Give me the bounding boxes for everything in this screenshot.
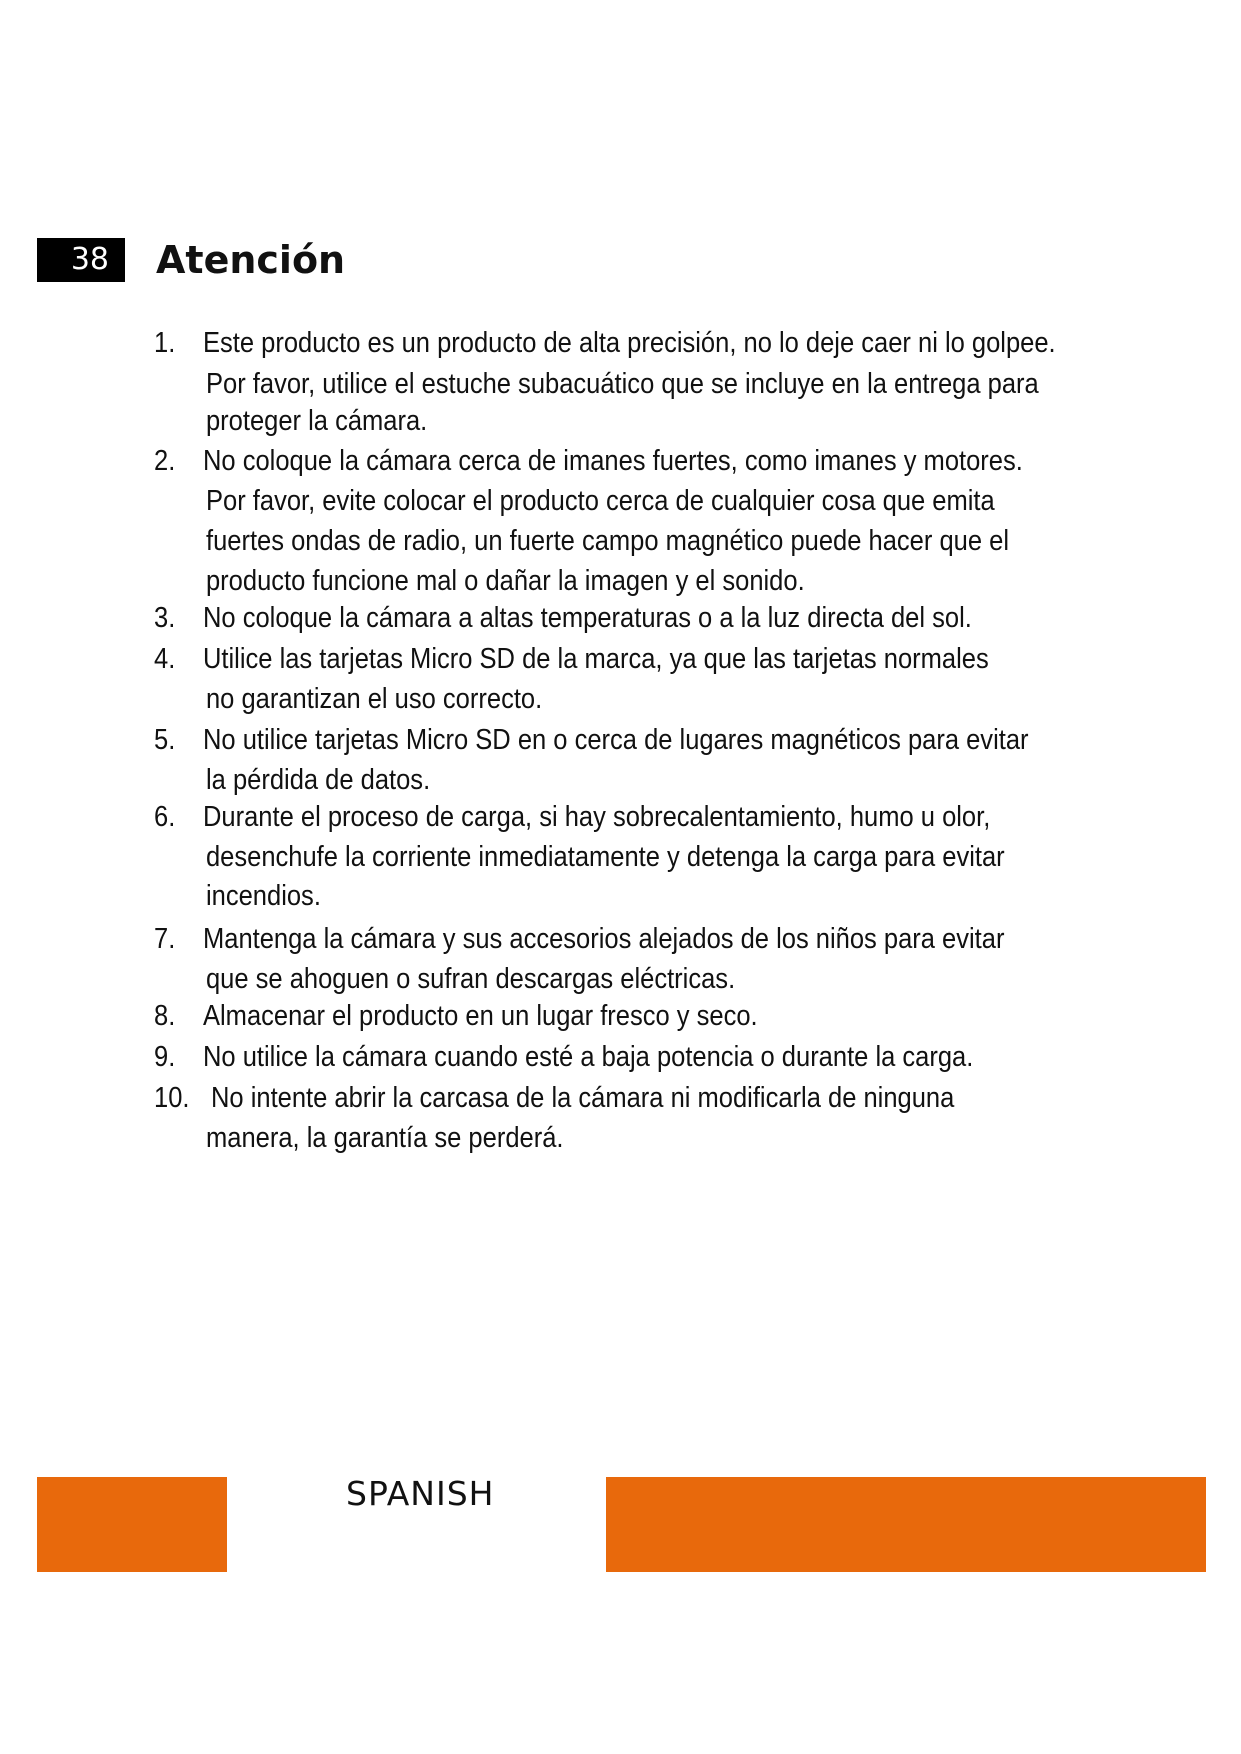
list-item-number: 10. — [154, 1082, 190, 1114]
page-number: 38 — [37, 238, 125, 282]
list-item-text: producto funcione mal o dañar la imagen y el sonido. — [205, 565, 805, 597]
list-item-text: No utilice tarjetas Micro SD en o cerca de lugares magnéticos para evitar — [202, 724, 1029, 756]
list-item-text: No coloque la cámara cerca de imanes fuertes, como imanes y motores. — [202, 445, 1023, 477]
list-item-number: 5. — [154, 724, 176, 756]
page-title: Atención — [156, 238, 346, 282]
list-item-text: Almacenar el producto en un lugar fresco y seco. — [202, 1000, 758, 1032]
list-item-text: No coloque la cámara a altas temperaturas o a la luz directa del sol. — [202, 602, 972, 634]
list-item-number: 8. — [154, 1000, 176, 1032]
list-item-text: proteger la cámara. — [205, 405, 428, 437]
list-item-text: Por favor, evite colocar el producto cerca de cualquier cosa que emita — [205, 485, 995, 517]
list-item-text: No utilice la cámara cuando esté a baja potencia o durante la carga. — [202, 1041, 974, 1073]
list-item-text: no garantizan el uso correcto. — [205, 683, 543, 715]
list-item-number: 6. — [154, 801, 176, 833]
list-item-text: No intente abrir la carcasa de la cámara ni modificarla de ninguna — [210, 1082, 955, 1114]
list-item-text: Por favor, utilice el estuche subacuático que se incluye en la entrega para — [205, 368, 1039, 400]
footer-accent-bar-right — [606, 1477, 1206, 1572]
list-item-text: la pérdida de datos. — [205, 764, 431, 796]
list-item-number: 2. — [154, 445, 176, 477]
list-item-text: que se ahoguen o sufran descargas eléctricas. — [205, 963, 736, 995]
list-item-number: 9. — [154, 1041, 176, 1073]
footer-accent-bar-left — [37, 1477, 227, 1572]
list-item-text: Este producto es un producto de alta precisión, no lo deje caer ni lo golpee. — [202, 327, 1056, 359]
list-item-text: manera, la garantía se perderá. — [205, 1122, 564, 1154]
list-item-number: 3. — [154, 602, 176, 634]
list-item-text: Utilice las tarjetas Micro SD de la marca, ya que las tarjetas normales — [202, 643, 989, 675]
list-item-text: Mantenga la cámara y sus accesorios alejados de los niños para evitar — [202, 923, 1005, 955]
list-item-number: 4. — [154, 643, 176, 675]
footer-language-label: SPANISH — [346, 1474, 495, 1513]
list-item-text: Durante el proceso de carga, si hay sobrecalentamiento, humo u olor, — [202, 801, 991, 833]
list-item-number: 1. — [154, 327, 176, 359]
list-item-number: 7. — [154, 923, 176, 955]
list-item-text: incendios. — [205, 880, 321, 912]
list-item-text: fuertes ondas de radio, un fuerte campo magnético puede hacer que el — [205, 525, 1009, 557]
list-item-text: desenchufe la corriente inmediatamente y detenga la carga para evitar — [205, 841, 1005, 873]
